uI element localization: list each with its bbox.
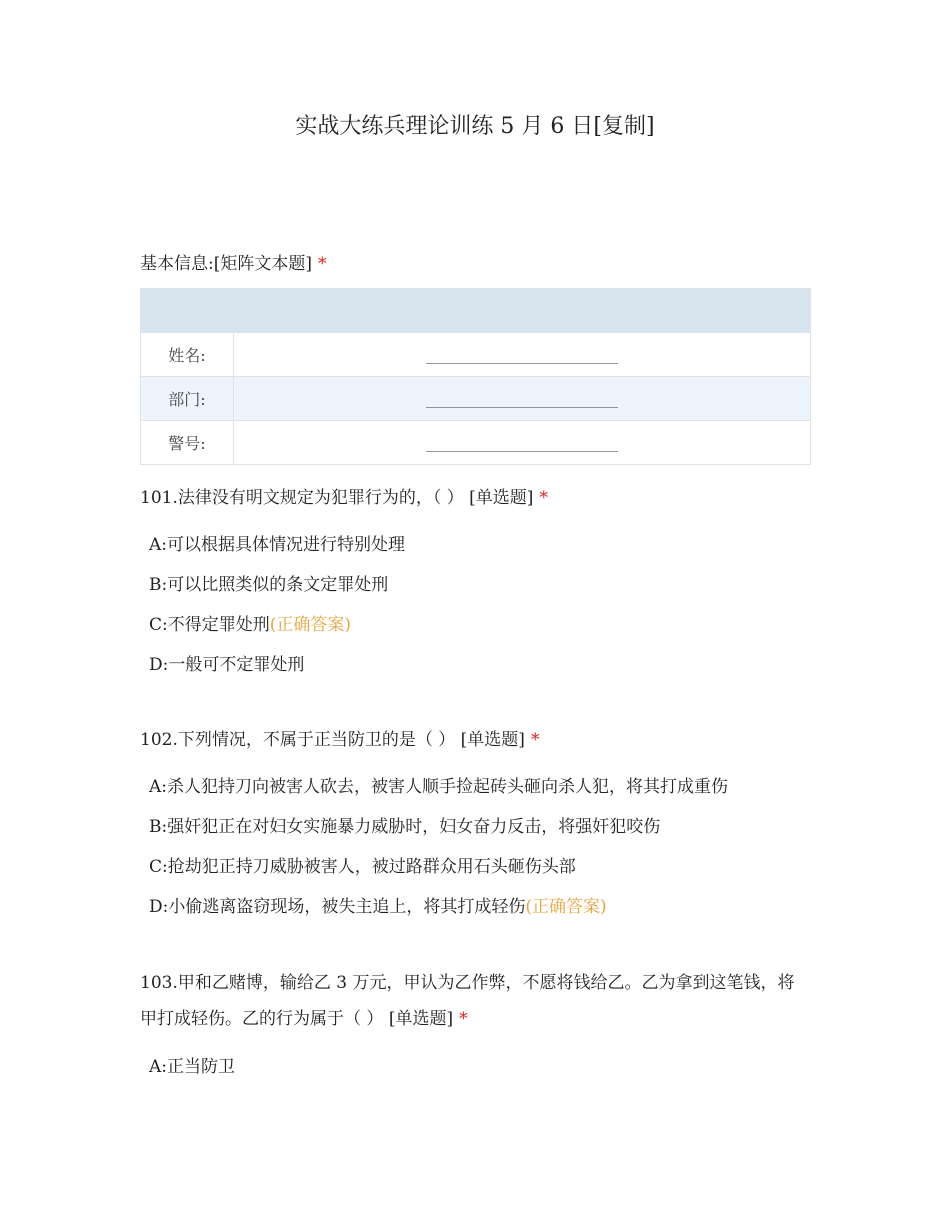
matrix-row-name xyxy=(141,333,811,377)
question-102-title xyxy=(140,722,800,758)
option-text: C:不得定罪处刑 xyxy=(149,615,270,635)
question-type: [单选题] xyxy=(460,730,525,750)
matrix-row-department xyxy=(141,377,811,421)
required-star: * xyxy=(530,730,540,750)
question-103-option-a[interactable]: A:正当防卫 xyxy=(149,1057,236,1077)
matrix-header-cell xyxy=(234,289,811,333)
basic-info-label xyxy=(140,252,327,276)
department-label: 部门: xyxy=(141,377,234,421)
page-title: 实战大练兵理论训练 5 月 6 日[复制] xyxy=(295,114,655,139)
question-text: 102.下列情况，不属于正当防卫的是（ ） xyxy=(140,730,456,750)
required-star: * xyxy=(459,1009,468,1029)
question-text: 101.法律没有明文规定为犯罪行为的，（ ） xyxy=(140,488,464,508)
badge-number-label: 警号: xyxy=(141,421,234,465)
question-101-option-a[interactable]: A:可以根据具体情况进行特别处理 xyxy=(149,535,406,555)
question-101-option-b[interactable]: B:可以比照类似的条文定罪处刑 xyxy=(149,575,389,595)
question-103-title xyxy=(140,965,800,1037)
correct-answer-tag: (正确答案) xyxy=(269,615,352,635)
question-102-option-b[interactable]: B:强奸犯正在对妇女实施暴力威胁时，妇女奋力反击，将强奸犯咬伤 xyxy=(149,817,661,837)
question-102-option-a[interactable]: A:杀人犯持刀向被害人砍去，被害人顺手捡起砖头砸向杀人犯，将其打成重伤 xyxy=(149,777,729,797)
matrix-header-row xyxy=(141,289,811,333)
question-102-option-c[interactable]: C:抢劫犯正持刀威胁被害人，被过路群众用石头砸伤头部 xyxy=(149,857,576,877)
question-type: [单选题] xyxy=(388,1009,454,1029)
question-type: [单选题] xyxy=(469,488,534,508)
matrix-row-badge xyxy=(141,421,811,465)
question-101-option-c[interactable] xyxy=(149,613,351,637)
required-star: * xyxy=(539,488,548,508)
name-field[interactable]: ________________________ xyxy=(234,333,811,377)
question-101-title xyxy=(140,480,800,516)
department-field[interactable]: ________________________ xyxy=(234,377,811,421)
option-text: D:小偷逃离盗窃现场，被失主追上，将其打成轻伤 xyxy=(149,897,526,917)
matrix-header-cell xyxy=(141,289,234,333)
correct-answer-tag: (正确答案) xyxy=(525,897,607,917)
basic-info-text: 基本信息: xyxy=(140,254,214,274)
question-101-option-d[interactable]: D:一般可不定罪处刑 xyxy=(149,655,305,675)
question-102-option-d[interactable] xyxy=(149,895,607,919)
basic-info-type: [矩阵文本题] xyxy=(213,254,312,274)
name-label: 姓名: xyxy=(141,333,234,377)
basic-info-matrix xyxy=(140,288,811,465)
question-text: 103.甲和乙赌博，输给乙 3 万元，甲认为乙作弊，不愿将钱给乙。乙为拿到这笔钱，将甲打成轻伤。乙的行为属于（ ） xyxy=(140,973,795,1029)
required-star: * xyxy=(318,254,327,274)
badge-number-field[interactable]: ________________________ xyxy=(234,421,811,465)
